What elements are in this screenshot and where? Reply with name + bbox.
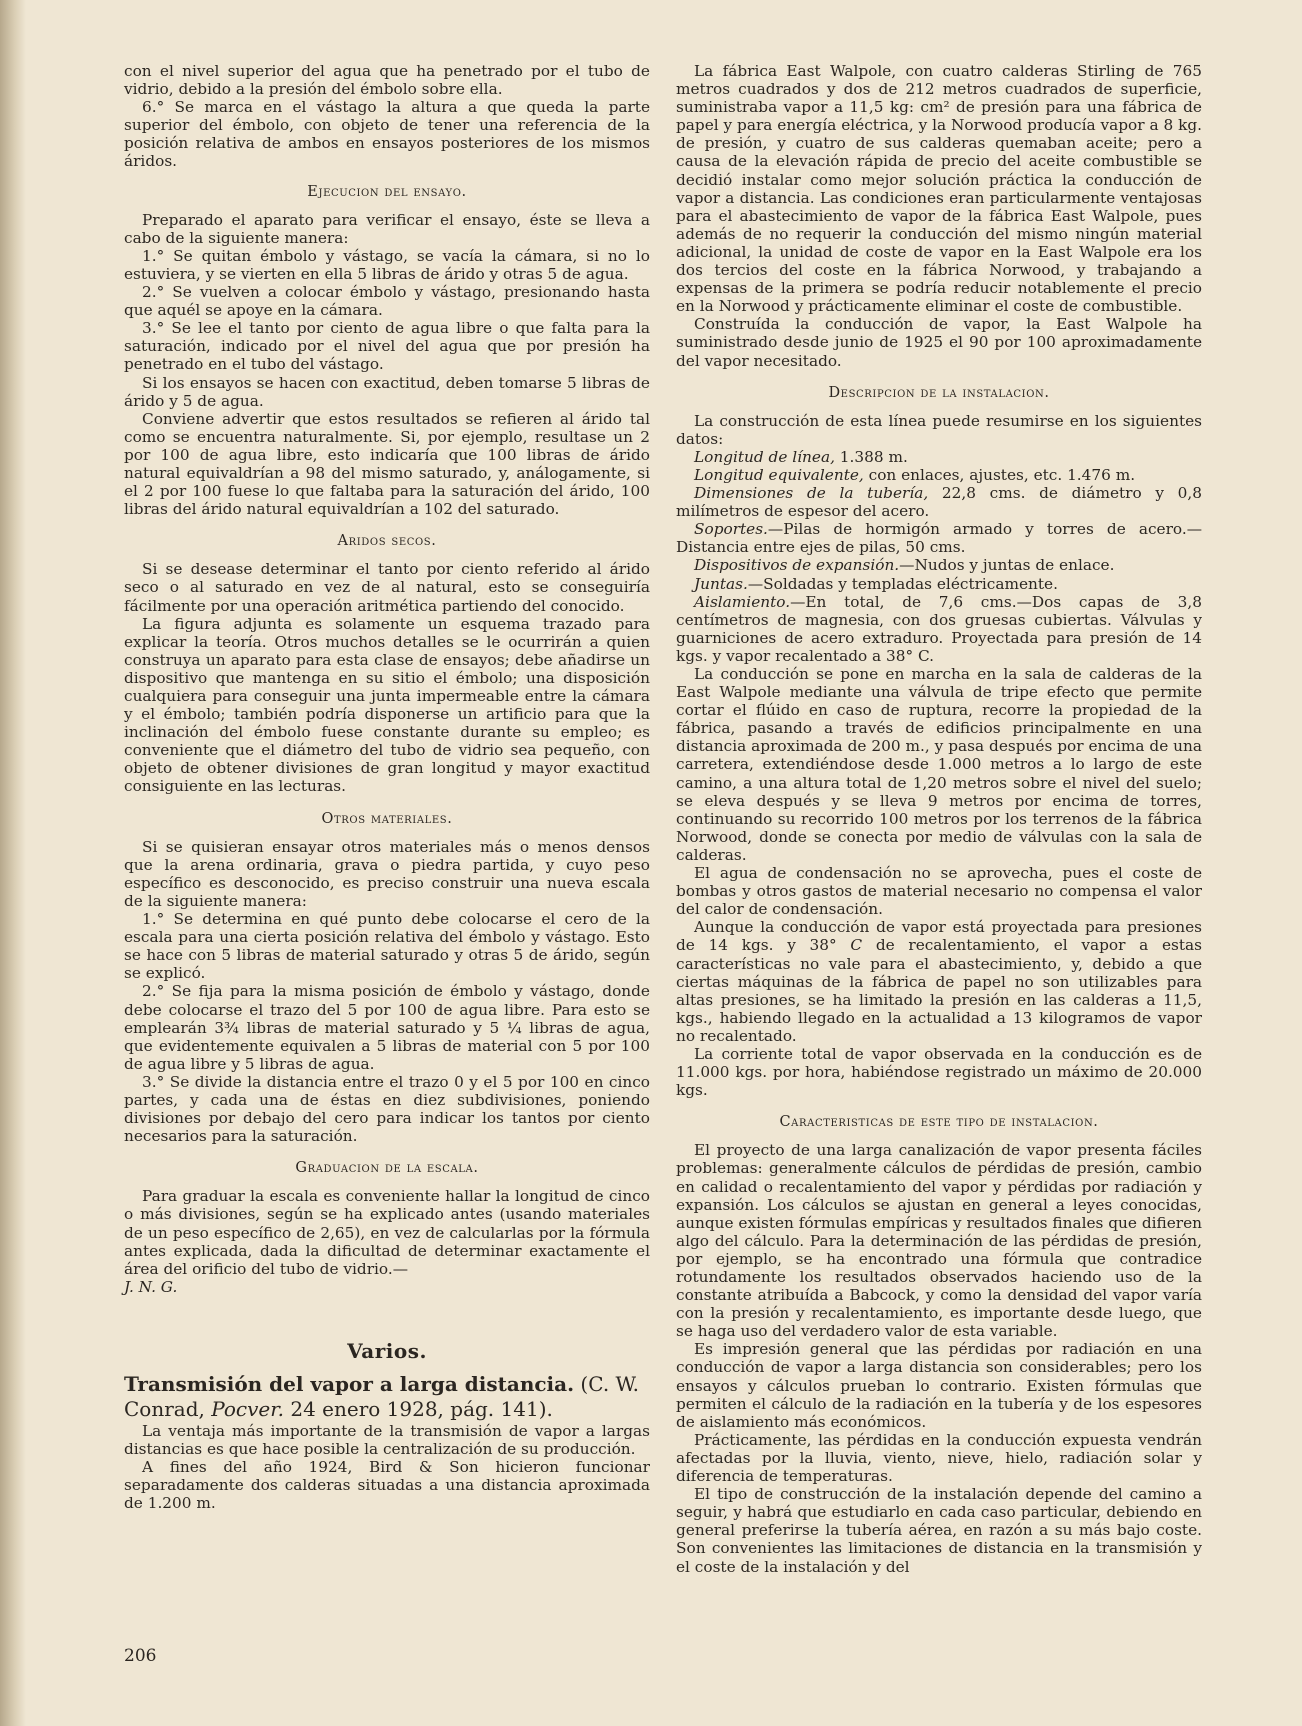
section-heading-otros-materiales: Otros materiales. <box>321 810 453 827</box>
text-run: de recalentamiento, el vapor a estas características no vale para el abastecimiento, y, debido a que ciertas máquinas de la fábrica de papel no son utilizables para altas presiones, se ha limitado la presión en las calderas a 11,5, kgs., habiendo llegado en la actualidad a 13 kilogramos de vapor no recalentado. <box>676 936 1202 1045</box>
paragraph: 3.° Se lee el tanto por ciento de agua libre o que falta para la saturación, indicado por el nivel del agua que por presión ha penetrado en el tubo del vástago. <box>124 319 650 374</box>
spec-value: —Pilas de hormigón armado y torres de acero.—Distancia entre ejes de pilas, 50 cms. <box>676 520 1202 557</box>
paragraph: El tipo de construcción de la instalación depende del camino a seguir, y habrá que estudiarlo en cada caso particular, debiendo en general preferirse la tubería aérea, en razón a su más bajo coste. Son convenientes las limitaciones de distancia en la transmisión y el coste de la instalación y del <box>676 1485 1202 1576</box>
spec-value: con enlaces, ajustes, etc. 1.476 m. <box>863 465 1136 484</box>
text-run-italic: C <box>850 936 863 955</box>
spec-value: 1.388 m. <box>834 447 908 466</box>
paragraph <box>676 918 1202 1045</box>
paragraph: Si se desease determinar el tanto por ciento referido al árido seco o al saturado en vez de al natural, esto se conseguiría fácilmente por una operación aritmética partiendo del conocido. <box>124 560 650 615</box>
spec-value: —Soldadas y templadas eléctricamente. <box>747 574 1058 593</box>
spec-label: Soportes. <box>694 520 768 539</box>
text-run: Aunque la conducción de vapor está proyectada para presiones de 14 kgs. y 38° <box>676 918 1202 955</box>
paragraph: Construída la conducción de vapor, la East Walpole ha suministrado desde junio de 1925 el 90 por 100 aproximadamente del vapor necesitado. <box>676 315 1202 370</box>
article-journal: Pocver. <box>211 1397 284 1421</box>
spec-value: 22,8 cms. de diámetro y 0,8 milímetros de espesor del acero. <box>676 484 1202 521</box>
section-heading-graduacion: Graduacion de la escala. <box>295 1160 479 1177</box>
spec-label: Aislamiento. <box>694 592 791 611</box>
paragraph: 3.° Se divide la distancia entre el trazo 0 y el 5 por 100 en cinco partes, y cada una de éstas en diez subdivisiones, poniendo divisiones por debajo del cero para indicar los tantos por ciento necesarios para la saturación. <box>124 1072 650 1146</box>
document-page <box>124 62 1204 1666</box>
paragraph: La corriente total de vapor observada en la conducción es de 11.000 kgs. por hora, habiéndose registrado un máximo de 20.000 kgs. <box>676 1044 1202 1100</box>
paragraph: Es impresión general que las pérdidas por radiación en una conducción de vapor a larga distancia son considerables; pero los ensayos y cálculos prueban lo contrario. Existen fórmulas que permiten el cálculo de la radiación en la tubería y de los espesores de aislamiento más económicos. <box>676 1340 1202 1431</box>
paragraph: La ventaja más importante de la transmisión de vapor a largas distancias es que hace posible la centralización de su producción. <box>124 1422 650 1459</box>
spec-item <box>676 593 1202 665</box>
book-binding-edge <box>0 0 26 1726</box>
paragraph: La fábrica East Walpole, con cuatro calderas Stirling de 765 metros cuadrados y dos de 212 metros cuadrados de superficie, suministraba vapor a 11,5 kg: cm² de presión para una fábrica de papel y para energía eléctrica, y la Norwood producía vapor a 8 kg. de presión, y cuatro de sus calderas quemaban aceite; pero a causa de la elevación rápida de precio del aceite combustible se decidió instalar como mejor solución práctica la conducción de vapor a distancia. Las condiciones eran particularmente ventajosas para el abastecimiento de vapor de la fábrica East Walpole, pues además de no requerir la conducción del mismo ningún material adicional, la unidad de coste de vapor en la East Walpole era los dos tercios del coste en la fábrica Norwood, y trabajando a expensas de la primera se podría reducir notablemente el precio en la Norwood y prácticamente eliminar el coste de combustible. <box>676 62 1202 316</box>
spec-value: —En total, de 7,6 cms.—Dos capas de 3,8 centímetros de magnesia, con dos gruesas cubiertas. Válvulas y guarniciones de acero extraduro. Proyectada para presión de 14 kgs. y vapor recalentado a 38° C. <box>676 592 1202 665</box>
article-citation-date: 24 enero 1928, pág. 141). <box>290 1397 553 1421</box>
spec-item <box>676 484 1202 520</box>
spec-item <box>676 466 1202 484</box>
section-heading-aridos-secos: Aridos secos. <box>337 533 437 550</box>
paragraph: 1.° Se determina en qué punto debe colocarse el cero de la escala para una cierta posición relativa del émbolo y vástago. Esto se hace con 5 libras de material saturado y otras 5 de árido, según se explicó. <box>124 910 650 983</box>
spec-label: Longitud equivalente, <box>694 465 864 484</box>
paragraph: Para graduar la escala es conveniente hallar la longitud de cinco o más divisiones, según se ha explicado antes (usando materiales de un peso específico de 2,65), en vez de calcularlas por la fórmula antes explicada, dada la dificultad de determinar exactamente el área del orificio del tubo de vidrio.— <box>124 1187 650 1278</box>
paragraph: 2.° Se fija para la misma posición de émbolo y vástago, donde debe colocarse el trazo del 5 por 100 de agua libre. Para esto se emplearán 3¾ libras de material saturado y 5 ¼ libras de agua, que evidentemente equivalen a 5 libras de material con 5 por 100 de agua libre y 5 libras de agua. <box>124 982 650 1073</box>
paragraph: El agua de condensación no se aprovecha, pues el coste de bombas y otros gastos de material necesario no compensa el valor del calor de condensación. <box>676 864 1202 919</box>
signature <box>124 1278 650 1296</box>
spec-value: —Nudos y juntas de enlace. <box>899 556 1115 575</box>
paragraph: Si los ensayos se hacen con exactitud, deben tomarse 5 libras de árido y 5 de agua. <box>124 373 650 410</box>
left-column <box>124 62 650 1512</box>
section-heading-caracteristicas: Caracteristicas de este tipo de instalacion. <box>779 1114 1099 1131</box>
spec-label: Longitud de línea, <box>694 447 835 466</box>
paragraph: La construcción de esta línea puede resumirse en los siguientes datos: <box>676 411 1202 448</box>
spec-item <box>676 520 1202 556</box>
right-column <box>676 62 1202 1576</box>
article-citation: (C. W. Conrad, <box>124 1372 639 1421</box>
paragraph: Prácticamente, las pérdidas en la conducción expuesta vendrán afectadas por la lluvia, viento, nieve, hielo, radiación solar y diferencia de temperaturas. <box>676 1430 1202 1486</box>
section-heading-ejecucion: Ejecucion del ensayo. <box>307 183 467 200</box>
spec-item <box>676 448 1202 466</box>
article-title-text: Transmisión del vapor a larga distancia. <box>124 1372 575 1396</box>
paragraph: A fines del año 1924, Bird & Son hicieron funcionar separadamente dos calderas situadas a una distancia aproximada de 1.200 m. <box>124 1458 650 1513</box>
paragraph: 1.° Se quitan émbolo y vástago, se vacía la cámara, si no lo estuviera, y se vierten en ella 5 libras de árido y otras 5 de agua. <box>124 246 650 283</box>
paragraph: 2.° Se vuelven a colocar émbolo y vástago, presionando hasta que aquél se apoye en la cámara. <box>124 283 650 320</box>
paragraph: Si se quisieran ensayar otros materiales más o menos densos que la arena ordinaria, grava o piedra partida, y cuyo peso específico es desconocido, es preciso construir una nueva escala de la siguiente manera: <box>124 837 650 910</box>
paragraph: Conviene advertir que estos resultados se refieren al árido tal como se encuentra naturalmente. Si, por ejemplo, resultase un 2 por 100 de agua libre, esto indicaría que 100 libras de árido natural equivaldrían a 98 del mismo saturado, y, análogamente, si el 2 por 100 fuese lo que faltaba para la saturación del árido, 100 libras del árido natural equivaldrían a 102 del saturado. <box>124 409 650 519</box>
page-number: 206 <box>124 1646 157 1666</box>
paragraph: El proyecto de una larga canalización de vapor presenta fáciles problemas: generalmente cálculos de pérdidas de presión, cambio en calidad o recalentamiento del vapor y pérdidas por radiación y expansión. Los cálculos se ajustan en general a leyes conocidas, aunque existen fórmulas empíricas y resultados finales que difieren algo del cálculo. Para la determinación de las pérdidas de presión, por ejemplo, se ha encontrado una fórmula que contradice rotundamente los resultados observados haciendo uso de la constante atribuída a Babcock, y como la densidad del vapor varía con la presión y recalentamiento, es importante desde luego, que se haga uso del verdadero valor de esta variable. <box>676 1141 1202 1341</box>
spec-label: Dimensiones de la tubería, <box>694 484 929 503</box>
paragraph: Preparado el aparato para verificar el ensayo, éste se lleva a cabo de la siguiente manera: <box>124 210 650 247</box>
spec-item <box>676 575 1202 593</box>
section-heading-descripcion: Descripcion de la instalacion. <box>828 384 1050 401</box>
paragraph: La conducción se pone en marcha en la sala de calderas de la East Walpole mediante una válvula de tripe efecto que permite cortar el flúido en caso de ruptura, recorre la propiedad de la fábrica, pasando a través de edificios principalmente en una distancia aproximada de 200 m., y pasa después por encima de una carretera, extendiéndose desde 1.000 metros a lo largo de este camino, a una altura total de 1,20 metros sobre el nivel del suelo; se eleva después y se lleva 9 metros por encima de torres, continuando su recorrido 100 metros por los terrenos de la fábrica Norwood, donde se conecta por medio de válvulas con la sala de calderas. <box>676 665 1202 864</box>
varios-heading: Varios. <box>347 1338 427 1363</box>
article-title <box>124 1372 650 1422</box>
paragraph: con el nivel superior del agua que ha penetrado por el tubo de vidrio, debido a la presión del émbolo sobre ella. <box>124 62 650 99</box>
paragraph: 6.° Se marca en el vástago la altura a que queda la parte superior del émbolo, con objeto de tener una referencia de la posición relativa de ambos en ensayos posteriores de los mismos áridos. <box>124 98 650 171</box>
signature-text: J. N. G. <box>124 1277 178 1296</box>
spec-label: Juntas. <box>694 574 748 593</box>
spec-item <box>676 556 1202 574</box>
paragraph: La figura adjunta es solamente un esquema trazado para explicar la teoría. Otros muchos detalles se le ocurrirán a quien construya un aparato para esta clase de ensayos; debe añadirse un dispositivo que mantenga en su sitio el émbolo; una disposición cualquiera para conseguir una junta impermeable entre la cámara y el émbolo; también podría disponerse un artificio para que la inclinación del émbolo fuese constante durante su empleo; es conveniente que el diámetro del tubo de vidrio sea pequeño, con objeto de obtener divisiones de gran longitud y mayor exactitud consiguiente en las lecturas. <box>124 614 650 796</box>
spec-label: Dispositivos de expansión. <box>694 556 900 575</box>
